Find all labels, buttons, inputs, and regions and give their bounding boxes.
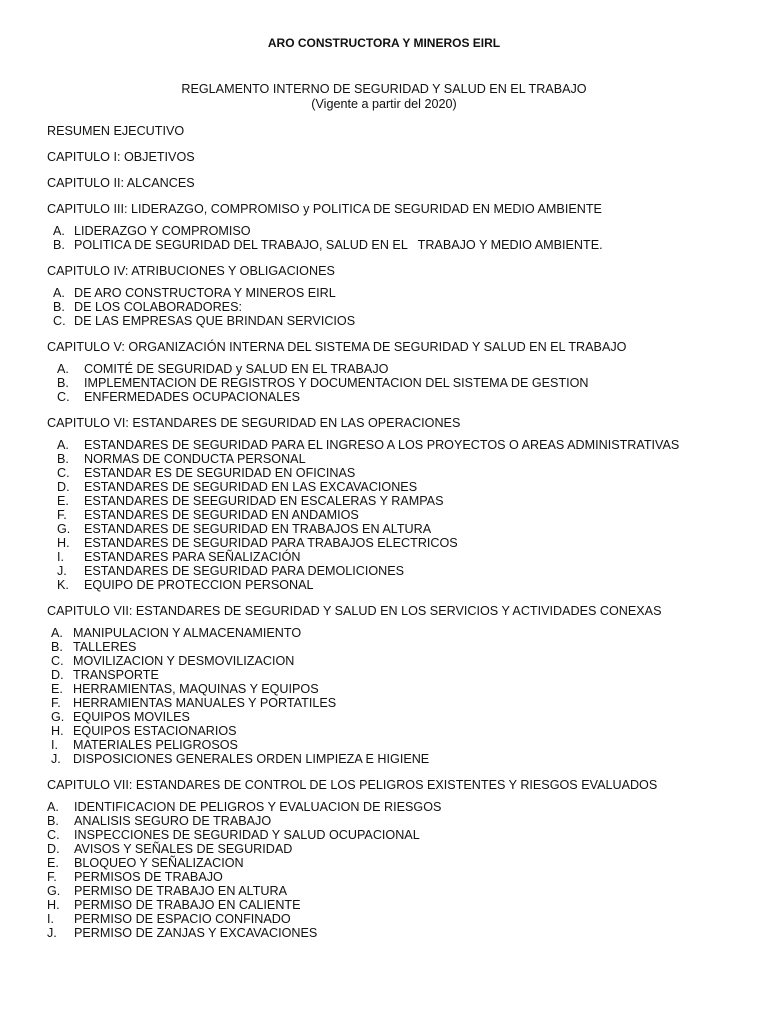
list-item-letter: F. — [57, 508, 67, 522]
list-item-letter: B. — [57, 376, 69, 390]
list-item — [47, 682, 747, 696]
list-item — [47, 912, 747, 926]
list-item — [47, 710, 747, 724]
list-item-letter: J. — [47, 926, 57, 940]
list-item — [47, 390, 747, 404]
list-item — [47, 466, 747, 480]
list-item — [47, 724, 747, 738]
list-item-text: IMPLEMENTACION DE REGISTROS Y DOCUMENTACION DEL SISTEMA DE GESTION — [84, 376, 589, 390]
list-item — [47, 480, 747, 494]
list-item — [47, 640, 747, 654]
list-item-letter: H. — [57, 536, 70, 550]
list-item-letter: B. — [57, 452, 69, 466]
list-item-text: EQUIPO DE PROTECCION PERSONAL — [84, 578, 314, 592]
list-item — [47, 828, 747, 842]
list-item — [47, 286, 747, 300]
list-item-letter: C. — [57, 466, 70, 480]
list-item-text: ANALISIS SEGURO DE TRABAJO — [74, 814, 272, 828]
list-item — [47, 238, 747, 252]
list-item-text: DE LOS COLABORADORES: — [74, 300, 242, 314]
list-item-letter: C. — [57, 390, 70, 404]
list-item-letter: A. — [47, 800, 59, 814]
list-item-letter: E. — [57, 494, 69, 508]
list-item-text: POLITICA DE SEGURIDAD DEL TRABAJO, SALUD EN EL TRABAJO Y MEDIO AMBIENTE. — [74, 238, 603, 252]
list-item-text: DE ARO CONSTRUCTORA Y MINEROS EIRL — [74, 286, 336, 300]
list-item-text: LIDERAZGO Y COMPROMISO — [74, 224, 251, 238]
section-list — [47, 286, 747, 328]
list-item-text: MANIPULACION Y ALMACENAMIENTO — [73, 626, 302, 640]
list-item-text: EQUIPOS ESTACIONARIOS — [73, 724, 237, 738]
list-item-text: MATERIALES PELIGROSOS — [73, 738, 238, 752]
list-item-text: ESTANDARES DE SEGURIDAD PARA TRABAJOS ELECTRICOS — [84, 536, 458, 550]
list-item — [47, 564, 747, 578]
list-item-text: ENFERMEDADES OCUPACIONALES — [84, 390, 300, 404]
list-item-text: DISPOSICIONES GENERALES ORDEN LIMPIEZA E HIGIENE — [73, 752, 430, 766]
section-heading: CAPITULO VI: ESTANDARES DE SEGURIDAD EN LAS OPERACIONES — [47, 416, 461, 430]
list-item-letter: J. — [51, 752, 61, 766]
section-heading: CAPITULO VII: ESTANDARES DE CONTROL DE LOS PELIGROS EXISTENTES Y RIESGOS EVALUADOS — [47, 778, 658, 792]
list-item-text: ESTANDARES PARA SEÑALIZACIÓN — [84, 550, 301, 564]
section-list — [47, 438, 747, 592]
list-item-text: TRANSPORTE — [73, 668, 159, 682]
list-item-text: MOVILIZACION Y DESMOVILIZACION — [73, 654, 295, 668]
list-item-text: ESTANDARES DE SEGURIDAD EN LAS EXCAVACIONES — [84, 480, 418, 494]
list-item — [47, 508, 747, 522]
section-heading: CAPITULO V: ORGANIZACIÓN INTERNA DEL SISTEMA DE SEGURIDAD Y SALUD EN EL TRABAJO — [47, 340, 627, 354]
list-item-letter: C. — [53, 314, 66, 328]
list-item-letter: I. — [51, 738, 58, 752]
list-item-text: PERMISO DE ZANJAS Y EXCAVACIONES — [74, 926, 318, 940]
list-item-letter: H. — [51, 724, 64, 738]
list-item-letter: I. — [47, 912, 54, 926]
list-item-letter: A. — [57, 362, 69, 376]
title-line-1: REGLAMENTO INTERNO DE SEGURIDAD Y SALUD EN EL TRABAJO — [181, 82, 587, 96]
list-item-letter: D. — [57, 480, 70, 494]
list-item — [47, 800, 747, 814]
list-item-letter: B. — [51, 640, 63, 654]
list-item-text: TALLERES — [73, 640, 137, 654]
list-item-text: AVISOS Y SEÑALES DE SEGURIDAD — [74, 842, 293, 856]
list-item — [47, 314, 747, 328]
list-item — [47, 362, 747, 376]
list-item-text: PERMISO DE TRABAJO EN CALIENTE — [74, 898, 301, 912]
list-item-letter: F. — [51, 696, 61, 710]
list-item-letter: E. — [51, 682, 63, 696]
list-item — [47, 738, 747, 752]
list-item-text: COMITÉ DE SEGURIDAD y SALUD EN EL TRABAJO — [84, 362, 389, 376]
document-title — [0, 82, 768, 112]
list-item-letter: G. — [51, 710, 65, 724]
list-item-text: PERMISO DE TRABAJO EN ALTURA — [74, 884, 287, 898]
list-item-letter: B. — [53, 300, 65, 314]
section-heading: CAPITULO IV: ATRIBUCIONES Y OBLIGACIONES — [47, 264, 335, 278]
section-heading: CAPITULO III: LIDERAZGO, COMPROMISO y POLITICA DE SEGURIDAD EN MEDIO AMBIENTE — [47, 202, 602, 216]
list-item-letter: D. — [47, 842, 60, 856]
list-item — [47, 224, 747, 238]
list-item-letter: A. — [57, 438, 69, 452]
list-item — [47, 654, 747, 668]
list-item-text: ESTANDARES DE SEGURIDAD PARA EL INGRESO A LOS PROYECTOS O AREAS ADMINISTRATIVAS — [84, 438, 680, 452]
list-item — [47, 376, 747, 390]
list-item — [47, 926, 747, 940]
list-item-letter: G. — [57, 522, 71, 536]
list-item — [47, 884, 747, 898]
section-heading: CAPITULO I: OBJETIVOS — [47, 150, 195, 164]
list-item-letter: K. — [57, 578, 69, 592]
list-item — [47, 898, 747, 912]
list-item — [47, 494, 747, 508]
section-heading: CAPITULO VII: ESTANDARES DE SEGURIDAD Y SALUD EN LOS SERVICIOS Y ACTIVIDADES CONEXAS — [47, 604, 662, 618]
list-item — [47, 300, 747, 314]
list-item — [47, 452, 747, 466]
list-item-text: ESTANDARES DE SEGURIDAD EN TRABAJOS EN ALTURA — [84, 522, 432, 536]
list-item-text: ESTANDARES DE SEGURIDAD EN ANDAMIOS — [84, 508, 359, 522]
list-item-text: NORMAS DE CONDUCTA PERSONAL — [84, 452, 306, 466]
list-item-letter: F. — [47, 870, 57, 884]
list-item-text: HERRAMIENTAS, MAQUINAS Y EQUIPOS — [73, 682, 319, 696]
list-item-letter: A. — [53, 224, 65, 238]
list-item-letter: A. — [51, 626, 63, 640]
section-list — [47, 362, 747, 404]
list-item-letter: J. — [57, 564, 67, 578]
list-item — [47, 438, 747, 452]
list-item — [47, 536, 747, 550]
section-list — [47, 800, 747, 940]
list-item-letter: C. — [51, 654, 64, 668]
list-item — [47, 668, 747, 682]
list-item-text: ESTANDARES DE SEEGURIDAD EN ESCALERAS Y RAMPAS — [84, 494, 444, 508]
list-item — [47, 856, 747, 870]
list-item-letter: B. — [53, 238, 65, 252]
list-item-letter: G. — [47, 884, 61, 898]
list-item-letter: B. — [47, 814, 59, 828]
company-name: ARO CONSTRUCTORA Y MINEROS EIRL — [267, 36, 501, 50]
list-item-letter: A. — [53, 286, 65, 300]
list-item — [47, 550, 747, 564]
list-item — [47, 696, 747, 710]
list-item-text: EQUIPOS MOVILES — [73, 710, 190, 724]
list-item-text: ESTANDAR ES DE SEGURIDAD EN OFICINAS — [84, 466, 356, 480]
list-item — [47, 842, 747, 856]
list-item-letter: C. — [47, 828, 60, 842]
list-item-letter: E. — [47, 856, 59, 870]
table-of-contents — [47, 124, 747, 952]
list-item — [47, 814, 747, 828]
list-item-letter: H. — [47, 898, 60, 912]
list-item — [47, 626, 747, 640]
list-item-text: ESTANDARES DE SEGURIDAD PARA DEMOLICIONES — [84, 564, 405, 578]
section-heading: CAPITULO II: ALCANCES — [47, 176, 195, 190]
list-item-text: PERMISO DE ESPACIO CONFINADO — [74, 912, 291, 926]
list-item-letter: D. — [51, 668, 64, 682]
section-list — [47, 626, 747, 766]
list-item-text: DE LAS EMPRESAS QUE BRINDAN SERVICIOS — [74, 314, 356, 328]
list-item — [47, 578, 747, 592]
list-item — [47, 752, 747, 766]
list-item-text: BLOQUEO Y SEÑALIZACION — [74, 856, 244, 870]
list-item — [47, 522, 747, 536]
list-item-text: HERRAMIENTAS MANUALES Y PORTATILES — [73, 696, 337, 710]
list-item — [47, 870, 747, 884]
list-item-text: IDENTIFICACION DE PELIGROS Y EVALUACION DE RIESGOS — [74, 800, 442, 814]
list-item-text: PERMISOS DE TRABAJO — [74, 870, 223, 884]
title-line-2: (Vigente a partir del 2020) — [311, 97, 457, 111]
section-heading: RESUMEN EJECUTIVO — [47, 124, 185, 138]
list-item-letter: I. — [57, 550, 64, 564]
section-list — [47, 224, 747, 252]
list-item-text: INSPECCIONES DE SEGURIDAD Y SALUD OCUPACIONAL — [74, 828, 420, 842]
